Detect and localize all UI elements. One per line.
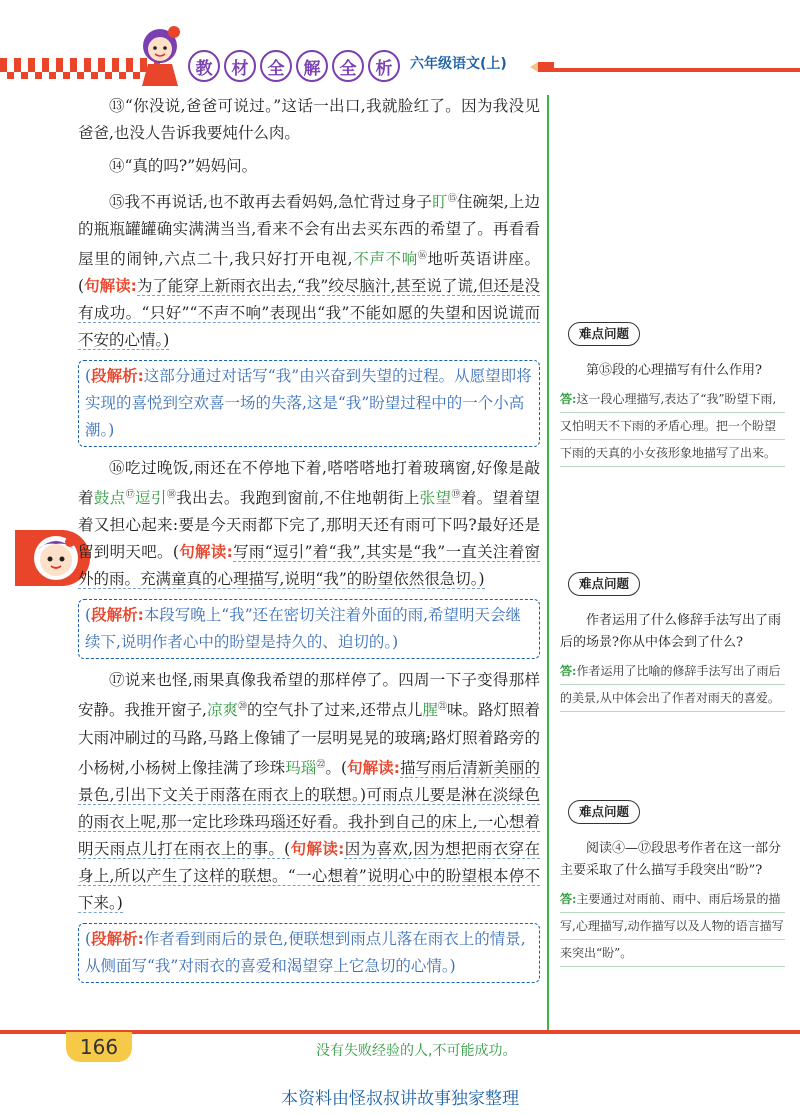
sentence-analysis-label: 句解读:	[290, 839, 345, 858]
mascot-face-icon	[30, 532, 82, 584]
difficulty-box-3	[560, 800, 785, 967]
sentence-analysis-label: 句解读:	[178, 543, 233, 562]
header-rule	[540, 68, 800, 72]
difficulty-question: 作者运用了什么修辞手法写出了雨后的场景?你从中体会到了什么?	[560, 613, 782, 650]
grade-label: 六年级语文(上)	[410, 56, 507, 72]
difficulty-answer: 答:这一段心理描写,表达了“我”盼望下雨,又怕明天不下雨的矛盾心理。把一个盼望下雨的天真的小女孩形象地描写了出来。	[560, 386, 785, 467]
paragraph-analysis-17: (段解析:作者看到雨后的景色,便联想到雨点儿落在雨衣上的情景,从侧面写“我”对雨衣的喜爱和渴望穿上它急切的心情。)	[78, 923, 540, 983]
title-char: 全	[332, 50, 364, 82]
difficulty-answer: 答:作者运用了比喻的修辞手法写出了雨后的美景,从中体会出了作者对雨天的喜爱。	[560, 658, 785, 712]
title-char: 全	[260, 50, 292, 82]
sentence-analysis-label: 句解读:	[347, 758, 400, 777]
book-title	[188, 50, 400, 82]
motto: 没有失败经验的人,不可能成功。	[316, 1043, 517, 1059]
column-divider	[547, 95, 549, 1030]
difficulty-answer: 答:主要通过对雨前、雨中、雨后场景的描写,心理描写,动作描写以及人物的语言描写来突出“盼”。	[560, 886, 785, 967]
difficulty-box-2	[560, 572, 785, 712]
paragraph-16: ⑯吃过晚饭,雨还在不停地下着,嗒嗒嗒地打着玻璃窗,好像是敲着鼓点⑰逗引⑱我出去。我跑到窗前,不住地朝街上张望⑲着。望着望着又担心起来:要是今天雨都下完了,那明天还有雨可下吗?最好还是留到明天吧。(句解读:写雨“逗引”着“我”,其实是“我”一直关注着窗外的雨。充满童真的心理描写,说明“我”的盼望依然很急切。)	[78, 459, 540, 589]
title-char: 解	[296, 50, 328, 82]
paragraph-analysis-15: (段解析:这部分通过对话写“我”由兴奋到失望的过程。从愿望即将实现的喜悦到空欢喜一场的失落,这是“我”盼望过程中的一个小高潮。)	[78, 360, 540, 447]
paragraph-13: ⑬“你没说,爸爸可说过。”这话一出口,我就脸红了。因为我没见爸爸,也没人告诉我要炖什么肉。	[78, 97, 540, 142]
girl-mascot-icon	[130, 22, 190, 88]
difficulty-question: 第⑮段的心理描写有什么作用?	[586, 363, 762, 378]
difficulty-question: 阅读④—⑰段思考作者在这一部分主要采取了什么描写手段突出“盼”?	[560, 841, 782, 878]
paragraph-14: ⑭“真的吗?”妈妈问。	[109, 157, 258, 175]
difficulty-heading: 难点问题	[568, 800, 640, 824]
credit-text: 本资料由怪叔叔讲故事独家整理	[281, 1089, 519, 1109]
difficulty-box-1	[560, 322, 785, 467]
paragraph-17: ⑰说来也怪,雨果真像我希望的那样停了。四周一下子变得那样安静。我推开窗子,凉爽⑳的空气扑了过来,还带点儿腥$^㉑$味。路灯照着大雨冲刷过的马路,马路上像铺了一层明晃晃的玻璃;路灯照着路旁的小杨树,小杨树上像挂满了珍珠玛瑙$^㉒$。(句解读:描写雨后清新美丽的景色,引出下文关于雨落在雨衣上的联想。)可雨点儿要是淋在淡绿色的雨衣上呢,那一定比珍珠玛瑙还好看。我扑到自己的床上,一心想着明天雨点儿打在雨衣上的事。(句解读:因为喜欢,因为想把雨衣穿在身上,所以产生了这样的联想。“一心想着”说明心中的盼望根本停不下来。)	[78, 671, 540, 912]
title-char: 析	[368, 50, 400, 82]
difficulty-heading: 难点问题	[568, 572, 640, 596]
title-char: 教	[188, 50, 220, 82]
paragraph-analysis-16: (段解析:本段写晚上“我”还在密切关注着外面的雨,希望明天会继续下,说明作者心中的盼望是持久的、迫切的。)	[78, 599, 540, 659]
page-number: 166	[66, 1032, 132, 1062]
main-text	[78, 93, 540, 991]
difficulty-heading: 难点问题	[568, 322, 640, 346]
title-char: 材	[224, 50, 256, 82]
sentence-analysis-label: 句解读:	[84, 277, 137, 296]
paragraph-15: ⑮我不再说话,也不敢再去看妈妈,急忙背过身子盯⑮住碗架,上边的瓶瓶罐罐确实满满当当,看来不会有出去买东西的希望了。再看看屋里的闹钟,六点二十,我只好打开电视,不声不响⑯地听英语讲座。(句解读:为了能穿上新雨衣出去,“我”绞尽脑汁,甚至说了谎,但还是没有成功。“只好”“不声不响”表现出“我”不能如愿的失望和因说谎而不安的心情。)	[78, 193, 540, 350]
pencil-icon	[530, 60, 556, 74]
